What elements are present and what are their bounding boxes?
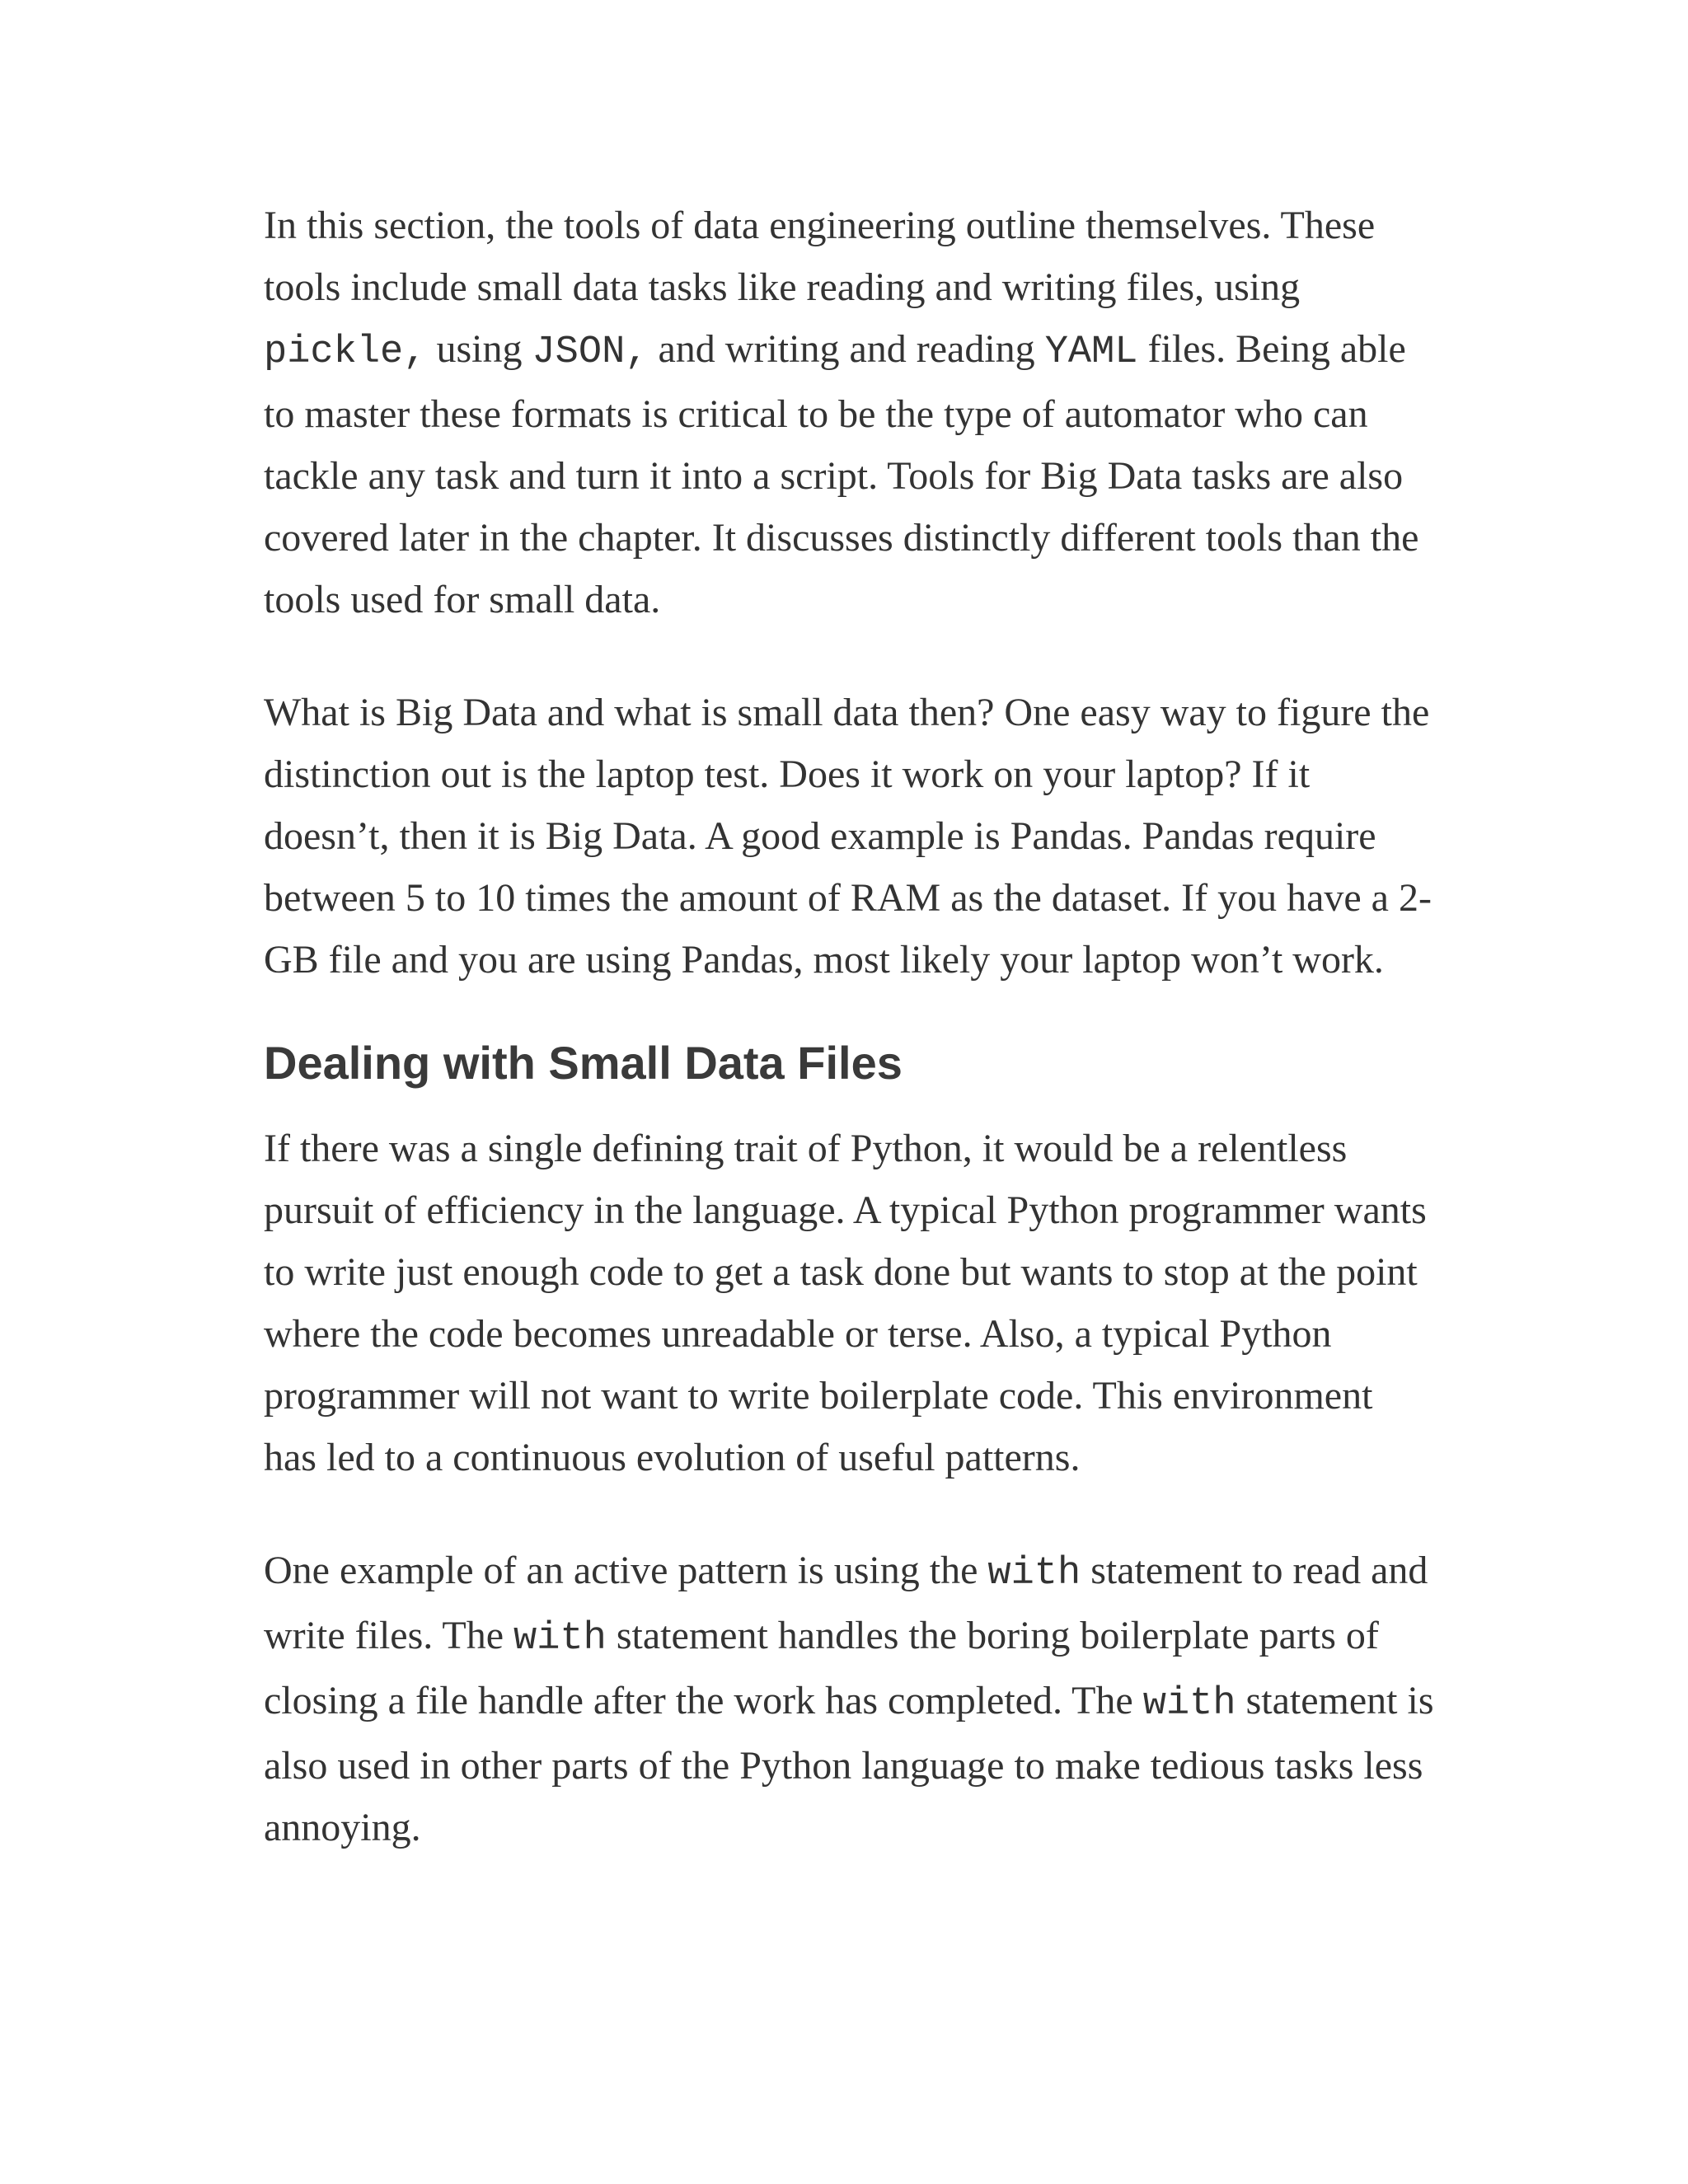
text-run: One example of an active pattern is using the [264,1549,988,1592]
paragraph-intro [264,194,1434,630]
code-pickle: pickle, [264,330,427,374]
code-yaml: YAML [1044,330,1138,374]
code-with: with [987,1552,1081,1596]
code-json: JSON, [532,330,649,374]
text-run: In this section, the tools of data engineering outline themselves. These tools include small data tasks like reading and writing files, using [264,204,1376,309]
text-run: statement is also used in other parts of the Python language to make tedious tasks less annoying. [264,1679,1434,1849]
document-page [264,194,1434,1858]
text-run: using [426,327,532,371]
paragraph-big-data: What is Big Data and what is small data then? One easy way to figure the distinction out is the laptop test. Does it work on your laptop? If it doesn’t, then it is Big Data. A good example is Pandas. Pandas require between 5 to 10 times the amount of RAM as the dataset. If you have a 2-GB file and you are using Pandas, most likely your laptop won’t work. [264,691,1432,982]
paragraph-python-efficiency: If there was a single defining trait of Python, it would be a relentless pursuit of efficiency in the language. A typical Python programmer wants to write just enough code to get a task done but wants to stop at the point where the code becomes unreadable or terse. Also, a typical Python programmer will not want to write boilerplate code. This environment has led to a continuous evolution of useful patterns. [264,1127,1427,1479]
text-run: files. Being able to master these formats is critical to be the type of automator who can tackle any task and turn it into a script. Tools for Big Data tasks are also covered later in the chapter. It discusses distinctly different tools than the tools used for small data. [264,327,1419,621]
section-heading: Dealing with Small Data Files [264,1037,903,1089]
code-with: with [1142,1682,1236,1726]
paragraph-with-statement [264,1540,1434,1858]
code-with: with [513,1617,607,1661]
text-run: statement handles the boring boilerplate parts of closing a file handle after the work has completed. The [264,1614,1379,1722]
text-run: and writing and reading [648,327,1045,371]
text-run: statement to read and write files. The [264,1549,1428,1657]
